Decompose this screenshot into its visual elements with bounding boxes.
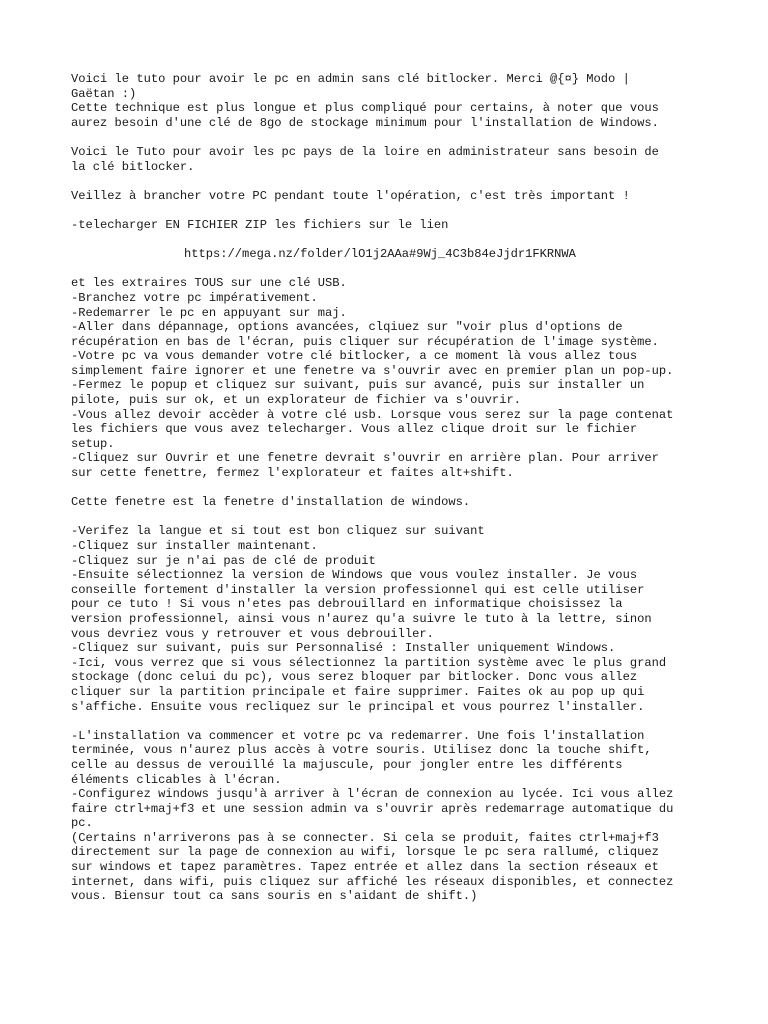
text-line: la clé bitlocker. (71, 159, 195, 174)
text-line: -Vous allez devoir accèder à votre clé usb. Lorsque vous serez sur la page contenat (71, 407, 674, 422)
text-line: terminée, vous n'aurez plus accès à votre souris. Utilisez donc la touche shift, (71, 743, 652, 758)
text-line: version professionnel, ainsi vous n'aurez qu'a suivre le tuto à la lettre, sinon (71, 611, 652, 626)
text-line: pour ce tuto ! Si vous n'etes pas debrouillard en informatique choisissez la (71, 597, 623, 612)
document-body (71, 72, 711, 904)
text-line: pilote, puis sur ok, et un explorateur de fichier va s'ouvrir. (71, 393, 521, 408)
text-line: celle au dessus de verouillé la majuscule, pour jongler entre les différents (71, 757, 623, 772)
text-line: simplement faire ignorer et une fenetre va s'ouvrir avec en premier plan un pop-up. (71, 363, 674, 378)
text-line: -Ensuite sélectionnez la version de Windows que vous voulez installer. Je vous (71, 568, 638, 583)
install-steps-paragraph (71, 524, 711, 714)
text-line: aurez besoin d'une clé de 8go de stockage minimum pour l'installation de Windows. (71, 115, 659, 130)
intro-paragraph (71, 72, 711, 130)
paragraph-gap (71, 481, 711, 496)
text-line: stockage (donc celui du pc), vous serez bloquer par bitlocker. Donc vous allez (71, 670, 638, 685)
paragraph-gap (71, 130, 711, 145)
text-line: directement sur la page de connexion au wifi, lorsque le pc sera rallumé, cliquez (71, 845, 659, 860)
text-line: -L'installation va commencer et votre pc va redemarrer. Une fois l'installation (71, 728, 645, 743)
text-line: Voici le tuto pour avoir le pc en admin sans clé bitlocker. Merci @{¤} Modo | (71, 72, 630, 86)
download-step: -telecharger EN FICHIER ZIP les fichiers sur le lien (71, 217, 449, 232)
text-line: -Cliquez sur je n'ai pas de clé de produit (71, 553, 376, 568)
paragraph-gap (71, 233, 711, 248)
boot-steps-paragraph (71, 276, 711, 480)
text-line: s'affiche. Ensuite vous recliquez sur le principal et vous pourrez l'installer. (71, 699, 645, 714)
text-line: -Redemarrer le pc en appuyant sur maj. (71, 305, 347, 320)
final-steps-paragraph (71, 729, 711, 904)
text-line: -Configurez windows jusqu'à arriver à l'écran de connexion au lycée. Ici vous allez (71, 787, 674, 802)
text-line: sur cette fenettre, fermez l'explorateur et faites alt+shift. (71, 466, 514, 481)
download-link[interactable]: https://mega.nz/folder/lO1j2AAa#9Wj_4C3b84eJjdr1FKRNWA (184, 247, 576, 262)
text-line: -Cliquez sur installer maintenant. (71, 539, 318, 553)
paragraph-gap (71, 203, 711, 218)
text-line: -Cliquez sur Ouvrir et une fenetre devrait s'ouvrir en arrière plan. Pour arriver (71, 451, 659, 466)
paragraph-gap (71, 174, 711, 189)
text-line: pc. (71, 816, 93, 831)
text-line: faire ctrl+maj+f3 et une session admin va s'ouvrir après redemarrage automatique du (71, 801, 674, 816)
text-line: vous devriez vous y retrouver et vous debrouiller. (71, 626, 434, 641)
text-line: Voici le Tuto pour avoir les pc pays de la loire en administrateur sans besoin de (71, 144, 659, 159)
text-line: -Aller dans dépannage, options avancées, clqiuez sur "voir plus d'options de (71, 320, 623, 335)
text-line: et les extraires TOUS sur une clé USB. (71, 276, 347, 291)
text-line: -Cliquez sur suivant, puis sur Personnalisé : Installer uniquement Windows. (71, 641, 616, 656)
text-line: -Fermez le popup et cliquez sur suivant, puis sur avancé, puis sur installer un (71, 378, 645, 393)
text-line: sur windows et tapez paramètres. Tapez entrée et allez dans la section réseaux et (71, 860, 659, 875)
paragraph-gap (71, 262, 711, 277)
text-line: -Branchez votre pc impérativement. (71, 290, 318, 305)
text-line: Gaëtan :) (71, 86, 137, 101)
text-line: -Verifez la langue et si tout est bon cliquez sur suivant (71, 524, 485, 539)
paragraph-gap (71, 510, 711, 525)
window-note: Cette fenetre est la fenetre d'installation de windows. (71, 495, 471, 510)
text-line: -Votre pc va vous demander votre clé bitlocker, a ce moment là vous allez tous (71, 349, 638, 364)
text-line: récupération en bas de l'écran, puis cliquer sur récupération de l'image système. (71, 334, 659, 349)
text-line: conseille fortement d'installer la version professionnel qui est celle utiliser (71, 582, 645, 597)
text-line: -Ici, vous verrez que si vous sélectionnez la partition système avec le plus grand (71, 655, 667, 670)
text-line: vous. Biensur tout ca sans souris en s'aidant de shift.) (71, 889, 478, 904)
warning-line: Veillez à brancher votre PC pendant toute l'opération, c'est très important ! (71, 188, 630, 203)
subject-paragraph (71, 145, 711, 174)
text-line: les fichiers que vous avez telecharger. Vous allez clique droit sur le fichier (71, 422, 638, 437)
text-line: internet, dans wifi, puis cliquez sur affiché les réseaux disponibles, et connectez (71, 874, 674, 889)
text-line: Cette technique est plus longue et plus compliqué pour certains, à noter que vous (71, 101, 659, 116)
text-line: cliquer sur la partition principale et faire supprimer. Faites ok au pop up qui (71, 684, 645, 699)
text-line: éléments clicables à l'écran. (71, 772, 282, 787)
text-line: setup. (71, 436, 115, 451)
paragraph-gap (71, 714, 711, 729)
text-line: (Certains n'arriverons pas à se connecter. Si cela se produit, faites ctrl+maj+f3 (71, 830, 659, 845)
